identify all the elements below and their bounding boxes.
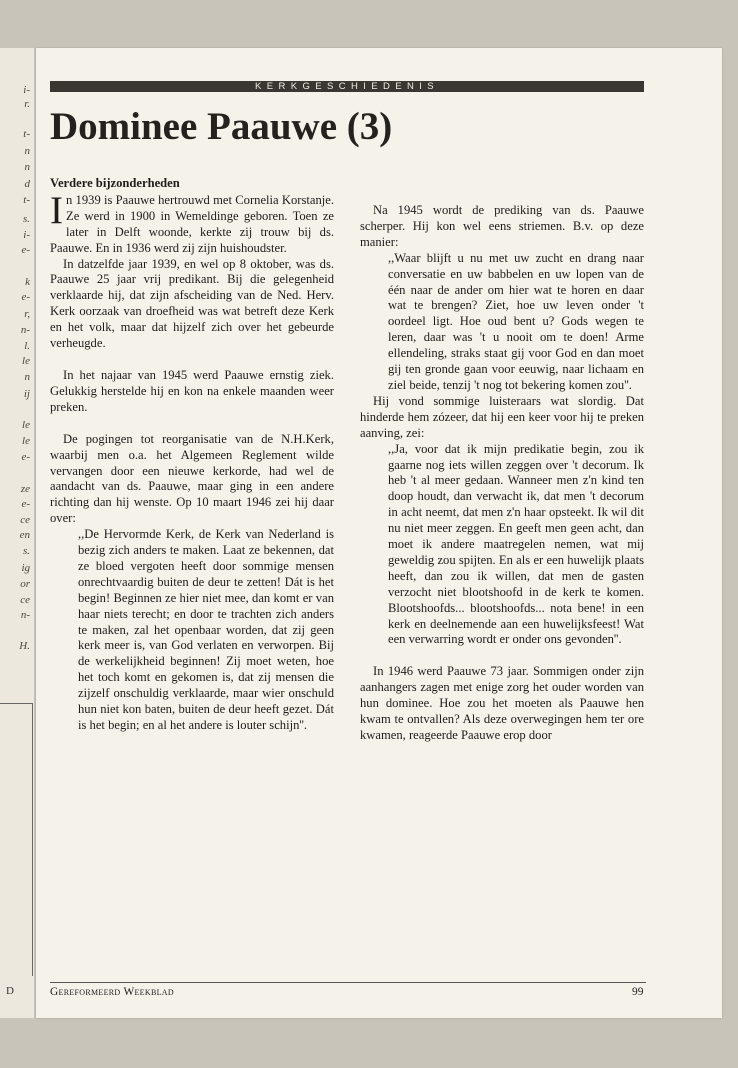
paragraph: Hij vond sommige luisteraars wat slordig. Dat hinderde hem zózeer, dat hij een keer voor hij te preken aanving, zei: xyxy=(360,393,644,440)
adjacent-page-box xyxy=(0,703,33,976)
margin-fragment: n xyxy=(24,145,30,157)
article-title: Dominee Paauwe (3) xyxy=(50,105,393,148)
margin-fragment: n- xyxy=(20,609,30,621)
paragraph: In datzelfde jaar 1939, en wel op 8 oktober, was ds. Paauwe 25 jaar vrij predikant. Bij die gelegenheid verklaarde hij, dat zijn afscheiding van de Ned. Herv. Kerk oorzaak van droefheid was wat betreft deze Kerk en het volk, maar dat hijzelf zich over het gebeurde verheugde. xyxy=(50,256,334,351)
margin-fragment: n xyxy=(24,371,30,383)
adjacent-page-footer-fragment: D xyxy=(6,985,14,997)
paragraph: De pogingen tot reorganisatie van de N.H.Kerk, waarbij men o.a. het Algemeen Reglement wilde vervangen door een nieuwe kerkorde, had wel de aandacht van ds. Paauwe, maar ging in een andere richting dan hij wenste. Op 10 maart 1946 zei hij daar over: xyxy=(50,431,334,526)
margin-fragment: s. xyxy=(22,545,30,557)
page-number: 99 xyxy=(632,986,644,998)
margin-fragment: ce xyxy=(20,514,30,526)
margin-fragment: le xyxy=(22,355,30,367)
block-quote: ,,De Hervormde Kerk, de Kerk van Nederland is bezig zich anders te maken. Laat ze bekennen, dat ze bloed vergoten heeft door sommige mensen onrechtvaardig buiten de deur te zetten! Dát is het begin! Beginnen ze hier niet mee, dan komt er van haar niets terecht; en door te trachten zich anders te maken, zal het openbaar worden, dat zij geen kerk meer is, van God verlaten en verworpen. Bij de werkelijkheid beginnen! Zij moet weten, hoe het toch komt en gekomen is, dat zij mensen die zijzelf onschuldig verklaarde, maar wier onschuld hun niet kon baten, buiten de deur heeft gezet. Dát is het begin; en al het andere is louter schijn''. xyxy=(78,527,334,732)
margin-fragment: k xyxy=(25,276,30,288)
margin-fragment: n- xyxy=(20,324,30,336)
publication-name: Gereformeerd Weekblad xyxy=(50,986,174,998)
subheading: Verdere bijzonderheden xyxy=(50,176,180,190)
margin-fragment: H. xyxy=(19,640,30,652)
margin-fragment: s. xyxy=(22,213,30,225)
section-label: KERKGESCHIEDENIS xyxy=(50,81,644,92)
left-column xyxy=(50,176,334,734)
margin-fragment: e- xyxy=(21,451,30,463)
adjacent-page-margin xyxy=(0,48,34,1018)
paragraph: In 1946 werd Paauwe 73 jaar. Sommigen onder zijn aanhangers zagen met enige zorg het ouder worden van hun dominee. Hoe zou het moeten als Paauwe hen kwam te ontvallen? Als deze overwegingen hem ter ore kwamen, reageerde Paauwe erop door xyxy=(360,664,644,742)
paragraph: In het najaar van 1945 werd Paauwe ernstig ziek. Gelukkig herstelde hij en kon na enkele maanden weer preken. xyxy=(50,367,334,414)
margin-fragment: or xyxy=(20,578,30,590)
magazine-page xyxy=(36,48,722,1018)
margin-fragment: i- xyxy=(23,229,30,241)
margin-fragment: en xyxy=(19,529,30,541)
right-column xyxy=(360,203,644,744)
paragraph: In 1939 is Paauwe hertrouwd met Cornelia Korstanje. Ze werd in 1900 in Wemeldinge geboren. Toen ze later in Delft woonde, kerkte zij trouw bij ds. Paauwe. En in 1936 werd zij zijn huishoudster. xyxy=(50,188,334,255)
footer-rule xyxy=(50,982,646,983)
margin-fragment: e- xyxy=(21,244,30,256)
margin-fragment: r. xyxy=(24,98,30,110)
margin-fragment: i- xyxy=(23,84,30,96)
margin-fragment: r, xyxy=(24,308,30,320)
margin-fragment: ce xyxy=(20,594,30,606)
margin-fragment: ze xyxy=(20,483,30,495)
margin-fragment: ij xyxy=(23,388,30,400)
margin-fragment: e- xyxy=(21,291,30,303)
margin-fragment: le xyxy=(22,419,30,431)
margin-fragment: t- xyxy=(23,194,30,206)
margin-fragment: e- xyxy=(21,498,30,510)
paragraph: Na 1945 wordt de prediking van ds. Paauwe scherper. Hij kon wel eens striemen. B.v. op deze manier: xyxy=(360,203,644,249)
block-quote: ,,Ja, voor dat ik mijn predikatie begin, zou ik gaarne nog iets willen zeggen over 't decorum. Ik heb 't al meer gedaan. Wanneer men z'n kind ten doop houdt, dan verwacht ik, dat men 't decorum in acht neemt, dat men z'n haar opsteekt. Ik wil dit nu niet meer zeggen. En geeft men geen acht, dan moet ik andere maatregelen nemen, wat mij geweldig zou spijten. En als er een huwelijk plaats heeft, dan zou ik willen, dat men de gasten verzocht niet blootshoofd in de kerk te komen. Blootshoofds... blootshoofds... nota bene! in een kerk en deelnemende aan een huwelijksfeest! Wat een verwarring wordt er onder ons gevonden''. xyxy=(388,441,644,647)
margin-fragment: le xyxy=(22,435,30,447)
margin-fragment: t- xyxy=(23,128,30,140)
margin-fragment: ig xyxy=(21,562,30,574)
margin-fragment: d xyxy=(24,178,30,190)
margin-fragment: l. xyxy=(24,340,30,352)
margin-fragment: n xyxy=(24,161,30,173)
block-quote: ,,Waar blijft u nu met uw zucht en drang naar conversatie en uw babbelen en uw lopen van de één naar de ander om hier wat te horen en daar wat te brengen? Ziet, hoe uw leven onder 't oordeel ligt. Hoe oud bent u? Gods wegen te leren, daar was 't u nooit om te doen! Arme ellendeling, straks staat gij voor God en dan moet gij ten gronde gaan voor eeuwig, naar lichaam en ziel beide, tenzij 't nog tot bekering komen zou''. xyxy=(388,250,644,392)
